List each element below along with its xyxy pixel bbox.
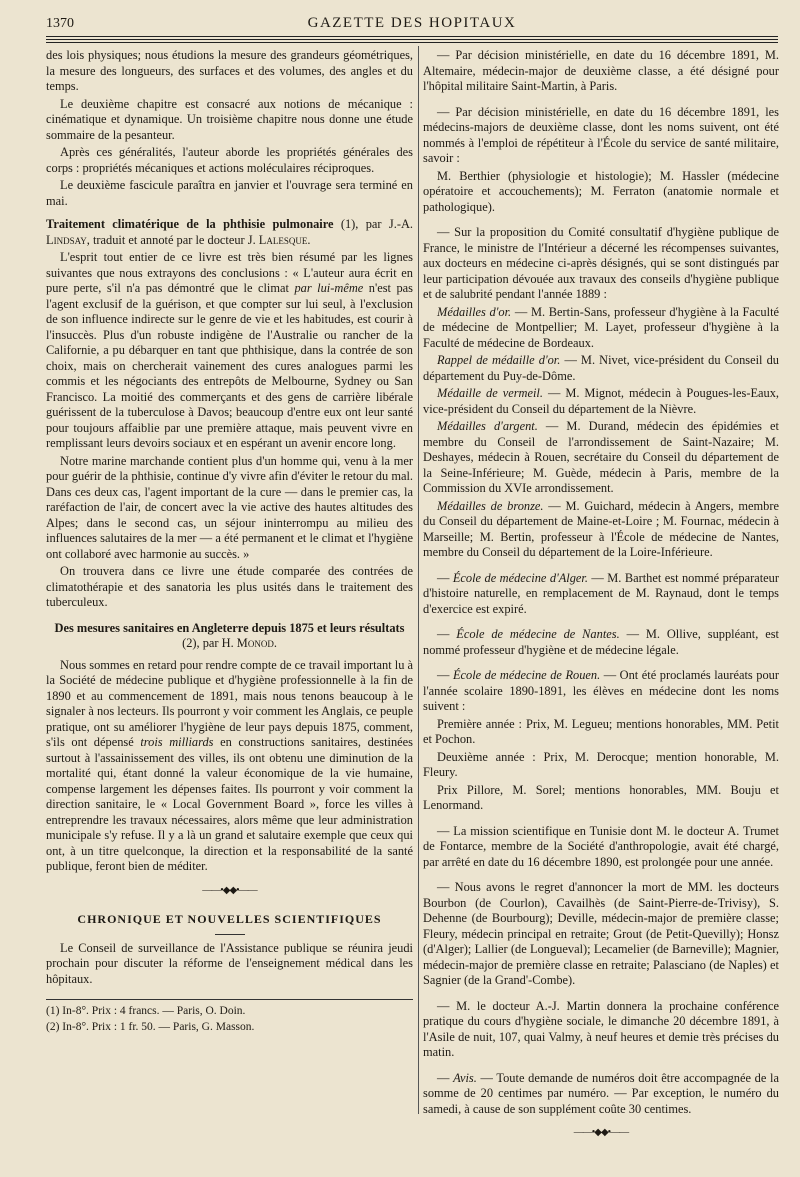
paragraph: Après ces généralités, l'auteur aborde les propriétés générales des corps : propriétés mécaniques et actions moléculaires réciproques. (46, 145, 413, 175)
text-run: — M. Barthet est nommé préparateur d'histoire naturelle, en remplacement de M. Raynaud, dont le temps d'exercice est expiré. (423, 570, 779, 616)
paragraph: — Par décision ministérielle, en date du 16 décembre 1891, les médecins-majors de deuxième classe, dont les noms suivent, ont été nommés à l'emploi de répétiteur à l'École du service de santé militaire, savoir : (423, 104, 779, 165)
journal-title: GAZETTE DES HOPITAUX (307, 15, 517, 31)
italic-run: École de médecine de Rouen. (452, 668, 601, 682)
italic-run: Médaille de vermeil. (437, 386, 543, 400)
italic-run: par lui-même (294, 281, 364, 295)
review-ref: . (273, 636, 277, 650)
footnote: (2) In-8°. Prix : 1 fr. 50. — Paris, G. Masson. (46, 1020, 255, 1033)
paragraph: — Sur la proposition du Comité consultatif d'hygiène publique de France, le ministre de l'Intérieur a décerné les récompenses suivantes, aux docteurs en médecine ci-après désignés, qui se sont distingués par leur participation dévouée aux travaux des conseils d'hygiène publique et de salubrité pendant l'année 1889 : (423, 225, 779, 301)
text-run: n'est pas l'agent exclusif de la guérison, et que compter sur lui seul, à l'exclusion de son influence indirecte sur le genre de vie et les habitudes, est courir à l'insuccès. Plus d'un robuste indigène de l'Australie ou rancher de la Californie, a pu débarquer en tant que phthisique, dans la contrée de son choix, mais on chercherait vainement des cures analogues parmi les commis et les négociants des entrepôts de Melbourne, Sydney ou San Francisco. La moitié des commerçants et des gens de carrière libérale guérissent de la tuberculose à Davos; beaucoup d'entre eux ont leur santé pour toujours affaiblie par une première attaque, mais peuvent vivre en remplissant leurs devoirs sociaux et en espérant un avenir encore long. (46, 281, 413, 450)
paragraph (46, 250, 413, 452)
text-run: — Ont été proclamés lauréats pour l'année scolaire 1890-1891, les élèves en médecine dont les noms suivent : (423, 668, 779, 713)
review-heading (46, 217, 413, 248)
paragraph (423, 1071, 779, 1118)
paragraph (423, 305, 779, 352)
paragraph (423, 386, 779, 417)
italic-run: École de médecine de Nantes. (456, 627, 620, 641)
paragraph: des lois physiques; nous étudions la mesure des grandeurs géométriques, la mesure des longueurs, des surfaces et des volumes, des angles et du temps. (46, 48, 413, 93)
review-ref: , traduit et annoté par le docteur (86, 232, 248, 247)
header-rule (46, 42, 778, 43)
paragraph (423, 353, 779, 384)
section-title: CHRONIQUE ET NOUVELLES SCIENTIFIQUES (77, 912, 382, 926)
paragraph: M. Berthier (physiologie et histologie); M. Hassler (médecine opératoire et accouchements); M. Ferraton (anatomie normale et pathologique). (423, 168, 779, 214)
text-run: — (437, 627, 457, 641)
paragraph: Le deuxième fascicule paraîtra en janvier et l'ouvrage sera terminé en mai. (46, 178, 413, 208)
italic-run: Médailles d'argent. (437, 419, 538, 433)
footnote-rule (46, 999, 413, 1000)
section-rule (215, 934, 245, 935)
header-rule (46, 36, 778, 37)
review-author: Lindsay (46, 232, 87, 247)
paragraph: — Par décision ministérielle, en date du 16 décembre 1891, M. Altemaire, médecin-major de deuxième classe, a été désigné pour l'hôpital militaire Saint-Martin, à Paris. (423, 48, 779, 93)
text-run: — M. Bertin-Sans, professeur d'hygiène à la Faculté de médecine de Montpellier; M. Layet, professeur d'hygiène à la Faculté de médecine de Bordeaux. (423, 304, 780, 350)
review-title: Traitement climatérique de la phthisie pulmonaire (46, 217, 334, 231)
review-ref: (2), par H. (182, 636, 237, 650)
text-run: — (437, 1070, 454, 1085)
column-divider (418, 46, 419, 1114)
ornament-divider: ——•◆◆•—— (573, 1127, 629, 1138)
italic-run: Avis. (453, 1070, 477, 1085)
text-run: — M. Ollive, suppléant, est nommé professeur d'hygiène et de médecine légale. (423, 627, 779, 657)
page-header (46, 14, 778, 34)
paragraph: Le Conseil de surveillance de l'Assistance publique se réunira jeudi prochain pour discuter la réforme de l'enseignement médical dans les hôpitaux. (46, 940, 413, 986)
text-run: — M. Nivet, vice-président du Conseil du département du Puy-de-Dôme. (423, 353, 779, 383)
review-translator: J. Lalesque (247, 232, 308, 247)
right-column (423, 48, 779, 1149)
text-run: — M. Mignot, médecin à Pougues-les-Eaux, vice-président du Conseil du département de la Nièvre. (423, 386, 780, 416)
text-run: — M. Durand, médecin des épidémies et membre du Conseil de l'arrondissement de Saint-Nazaire; M. Deshayes, médecin à Rouen, secrétaire du Conseil du département de la Seine-Inférieure; M. Guède, médecin à Paris, membre de la Commission du XVIe arrondissement. (423, 419, 780, 495)
paragraph: Le deuxième chapitre est consacré aux notions de mécanique : cinématique et dynamique. Un troisième chapitre nous donne une étude sommaire de la pesanteur. (46, 96, 413, 142)
paragraph: Notre marine marchande contient plus d'un homme qui, venu à la mer pour guérir de la phthisie, continue d'y vivre afin d'éviter le retour du mal. Dans ces deux cas, l'agent important de la cure — dans le premier cas, la raréfaction de l'air, de concert avec la vie active des hautes altitudes des Alpes; dans le second cas, un séjour ininterrompu au milieu des influences salutaires de la mer — a été permanent et le climat et l'hygiène ont collaboré avec harmonie au succès. » (46, 453, 413, 561)
review-author: Monod (236, 636, 274, 650)
italic-run: trois milliards (140, 735, 214, 749)
paragraph (423, 419, 779, 497)
ornament-divider: ——•◆◆•—— (202, 884, 257, 896)
italic-run: Médailles de bronze. (437, 498, 544, 513)
left-column (46, 48, 413, 1035)
italic-run: Médailles d'or. (437, 304, 512, 319)
paragraph (423, 571, 779, 618)
paragraph (423, 668, 779, 715)
italic-run: Rappel de médaille d'or. (437, 353, 561, 367)
header-rule (46, 39, 778, 40)
paragraph: — Nous avons le regret d'annoncer la mort de MM. les docteurs Bourbon (de Courlon), Cavailhès (de Saint-Pierre-de-Trivisy), S. Dehenne (de Bourbourg); Deville, médecin-major de première classe; Fleury, médecin principal en retraite; Grout (de Petit-Quevilly); Honsz (d'Alger); Lallier (de Longueval); Lecamelier (de Barneville); Magnier, médecin-major de première classe en retraite; Palasciano (de Naples) et Sagnier (de la Grand'-Combe). (423, 880, 779, 987)
paragraph: On trouvera dans ce livre une étude comparée des contrées de climatothérapie et des sanatoria les plus usités dans le traitement des tuberculeux. (46, 564, 413, 609)
paragraph (423, 499, 779, 561)
paragraph (46, 658, 413, 875)
paragraph: Prix Pillore, M. Sorel; mentions honorables, MM. Bouju et Lenormand. (423, 782, 779, 812)
review-ref: . (307, 232, 311, 247)
text-run: L'esprit tout entier de ce livre est très bien résumé par les lignes suivantes que nous extrayons des conclusions : « L'auteur aura écrit en pure perte, s'il n'a pas démontré que le climat (46, 250, 413, 295)
paragraph: — La mission scientifique en Tunisie dont M. le docteur A. Trumet de Fontarce, membre de la Société d'anthropologie, avait été chargé, par arrêté en date du 16 décembre 1890, est prolongée pour une année. (423, 823, 779, 869)
review-ref: (1), par J.-A. (333, 217, 413, 231)
paragraph: Deuxième année : Prix, M. Derocque; mention honorable, M. Fleury. (423, 749, 779, 779)
text-run: — (437, 668, 453, 682)
page-number: 1370 (46, 16, 74, 31)
paragraph: Première année : Prix, M. Legueu; mentions honorables, MM. Petit et Pochon. (423, 716, 779, 746)
review-title: Des mesures sanitaires en Angleterre depuis 1875 et leurs résultats (54, 620, 405, 635)
text-run: — (437, 570, 453, 585)
text-run: — Toute demande de numéros doit être accompagnée de la somme de 20 centimes par numéro. — Par exception, le numéro du samedi, à cause de son supplément coûte 30 centimes. (423, 1070, 779, 1116)
italic-run: École de médecine d'Alger. (452, 570, 588, 585)
text-run: Nous sommes en retard pour rendre compte de ce travail important lu à la Société de médecine publique et d'hygiène professionnelle à la fin de 1890 et au commencement de 1891, mais nous tenons beaucoup à le signaler à nos lecteurs. Ils pourront y voir comment les Anglais, ce peuple pratique, ont su améliorer l'hygiène de leur pays depuis 1875, comment, s'ils ont dépensé (46, 657, 414, 749)
paragraph: — M. le docteur A.-J. Martin donnera la prochaine conférence pratique du cours d'hygiène sociale, le dimanche 20 décembre 1891, à l'Asile de nuit, 107, quai Valmy, à neuf heures et demie très précises du matin. (423, 998, 779, 1059)
review-heading (46, 621, 413, 652)
text-run: en constructions sanitaires, destinées surtout à l'assainissement des villes, ils ont obtenu une diminution de la mortalité qui, étant donné la valeur économique de la vie humaine, compense largement les dépenses faites. Ils pourront y voir comment la direction sanitaire, le « Local Government Board », force les villes à entreprendre les travaux nécessaires, alors même que leur administration municipale s'y refuse. Il y a là un grand et salutaire exemple que ceux qui ont, à un titre quelconque, la direction et la responsabilité de la santé publique, feront bien de méditer. (46, 735, 414, 873)
footnote: (1) In-8°. Prix : 4 francs. — Paris, O. Doin. (46, 1005, 246, 1017)
paragraph (423, 627, 779, 658)
text-run: — M. Guichard, médecin à Angers, membre du Conseil du département de Maine-et-Loire ; M. Fournac, médecin à Marseille; M. Bertin, professeur à l'École de médecine de Nantes, membre du Conseil du département de la Loire-Inférieure. (423, 498, 779, 559)
